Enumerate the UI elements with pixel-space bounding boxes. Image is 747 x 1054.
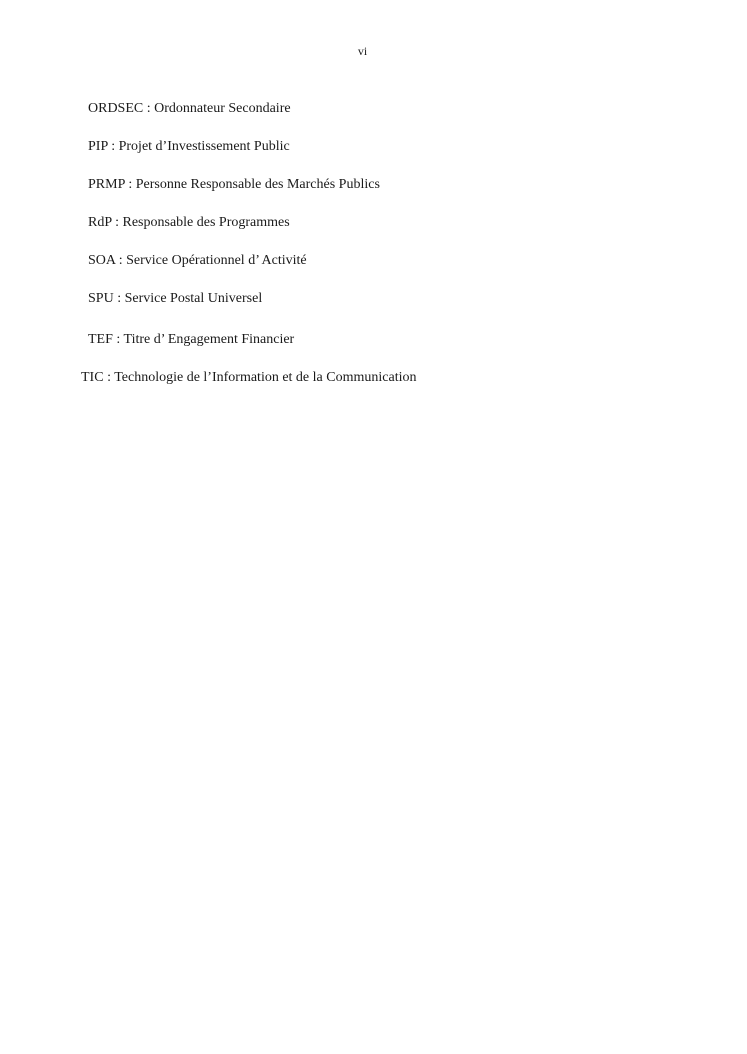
definition: Technologie de l’Information et de la Communication — [114, 370, 417, 385]
definition: Personne Responsable des Marchés Publics — [135, 177, 380, 192]
definition: Service Opérationnel d’ Activité — [126, 253, 307, 268]
list-item — [88, 214, 290, 232]
separator: : — [113, 291, 125, 306]
separator: : — [103, 370, 115, 385]
list-item — [88, 290, 262, 308]
abbreviation: ORDSEC — [88, 101, 144, 116]
definition: Ordonnateur Secondaire — [154, 101, 291, 116]
separator: : — [107, 139, 119, 154]
list-item — [81, 369, 416, 387]
abbreviation: PIP — [88, 139, 108, 154]
separator: : — [115, 253, 127, 268]
separator: : — [111, 215, 123, 230]
list-item — [88, 331, 294, 349]
abbreviation: SPU — [88, 291, 114, 306]
definition: Titre d’ Engagement Financier — [123, 332, 295, 347]
separator: : — [124, 177, 136, 192]
abbreviation: TEF — [88, 332, 113, 347]
separator: : — [143, 101, 155, 116]
page-number: vi — [357, 44, 368, 58]
definition: Projet d’Investissement Public — [118, 139, 290, 154]
abbreviation: SOA — [88, 253, 116, 268]
list-item — [88, 138, 290, 156]
definition: Service Postal Universel — [124, 291, 263, 306]
definition: Responsable des Programmes — [122, 215, 290, 230]
abbreviation: RdP — [88, 215, 112, 230]
list-item — [88, 100, 291, 118]
abbreviation: TIC — [81, 370, 104, 385]
list-item — [88, 252, 307, 270]
separator: : — [112, 332, 124, 347]
list-item — [88, 176, 380, 194]
abbreviation: PRMP — [88, 177, 125, 192]
